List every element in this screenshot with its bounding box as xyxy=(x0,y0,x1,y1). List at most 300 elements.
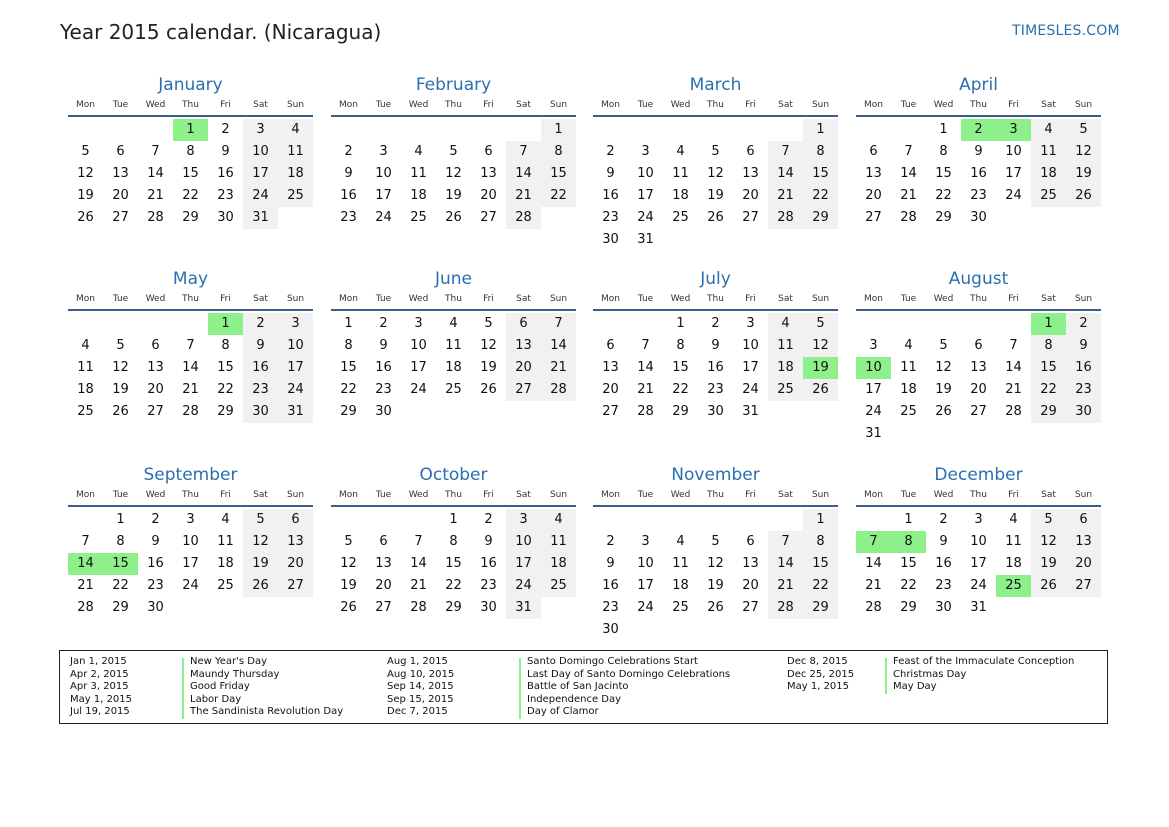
day-cell: 13 xyxy=(742,556,759,571)
day-cell: 15 xyxy=(900,556,917,571)
legend-holiday-name: Day of Clamor xyxy=(527,706,599,717)
day-cell: 3 xyxy=(186,512,195,527)
day-cell: 27 xyxy=(375,600,392,615)
day-cell: 8 xyxy=(939,144,948,159)
month-january xyxy=(68,74,313,229)
day-cell: 11 xyxy=(672,166,689,181)
day-cell: 18 xyxy=(541,553,576,575)
legend-names-column xyxy=(527,656,730,719)
day-cell: 8 xyxy=(541,141,576,163)
weekday-label: Mon xyxy=(76,294,95,304)
day-cell: 5 xyxy=(711,144,720,159)
day-cell: 19 xyxy=(340,578,357,593)
weekday-label: Sun xyxy=(286,294,305,304)
weekday-label: Fri xyxy=(1008,294,1019,304)
legend-date: Dec 8, 2015 xyxy=(787,656,848,667)
day-cell: 15 xyxy=(182,166,199,181)
day-cell: 20 xyxy=(865,188,882,203)
day-cell: 18 xyxy=(410,188,427,203)
weekday-label: Sun xyxy=(286,100,305,110)
day-cell: 24 xyxy=(506,575,541,597)
day-cell: 11 xyxy=(278,141,313,163)
day-cell: 12 xyxy=(1031,531,1066,553)
day-cell: 7 xyxy=(151,144,160,159)
day-cell: 3 xyxy=(869,338,878,353)
day-cell: 30 xyxy=(602,622,619,637)
day-cell: 6 xyxy=(116,144,125,159)
weekday-label: Fri xyxy=(483,294,494,304)
day-cell: 1 xyxy=(116,512,125,527)
weekday-label: Fri xyxy=(220,294,231,304)
day-cell: 8 xyxy=(186,144,195,159)
empty-cell xyxy=(628,119,663,141)
weekday-label: Fri xyxy=(745,100,756,110)
day-cell: 19 xyxy=(935,382,952,397)
weekday-label: Wed xyxy=(670,100,691,110)
day-cell: 26 xyxy=(340,600,357,615)
empty-cell xyxy=(628,509,663,531)
weekday-label: Sat xyxy=(1041,490,1056,500)
day-cell: 27 xyxy=(1066,575,1101,597)
day-cell: 25 xyxy=(768,379,803,401)
day-cell: 10 xyxy=(637,556,654,571)
day-cell: 13 xyxy=(278,531,313,553)
empty-cell xyxy=(891,313,926,335)
day-cell: 26 xyxy=(445,210,462,225)
day-cell: 11 xyxy=(541,531,576,553)
empty-cell xyxy=(856,119,891,141)
weekday-label: Thu xyxy=(970,490,987,500)
holiday-day-cell: 10 xyxy=(856,357,891,379)
month-october xyxy=(331,464,576,619)
days-grid xyxy=(856,509,1101,619)
day-cell: 16 xyxy=(217,166,234,181)
month-name: February xyxy=(415,75,492,95)
day-cell: 29 xyxy=(900,600,917,615)
day-cell: 4 xyxy=(81,338,90,353)
day-cell: 15 xyxy=(217,360,234,375)
day-cell: 31 xyxy=(243,207,278,229)
day-cell: 25 xyxy=(278,185,313,207)
day-cell: 19 xyxy=(1031,553,1066,575)
weekday-label: Tue xyxy=(900,294,917,304)
day-cell: 5 xyxy=(1066,119,1101,141)
weekday-label: Sun xyxy=(549,294,568,304)
legend-holiday-name: Maundy Thursday xyxy=(190,668,280,680)
weekday-label: Tue xyxy=(637,100,654,110)
day-cell: 15 xyxy=(935,166,952,181)
weekday-label: Tue xyxy=(375,100,392,110)
weekday-label: Sun xyxy=(1074,100,1093,110)
day-cell: 18 xyxy=(768,357,803,379)
day-cell: 23 xyxy=(935,578,952,593)
day-cell: 10 xyxy=(243,141,278,163)
weekday-header xyxy=(68,292,313,311)
day-cell: 13 xyxy=(506,335,541,357)
day-cell: 21 xyxy=(768,575,803,597)
day-cell: 21 xyxy=(147,188,164,203)
holiday-day-cell: 8 xyxy=(891,531,926,553)
day-cell: 29 xyxy=(217,404,234,419)
day-cell: 14 xyxy=(768,163,803,185)
day-cell: 13 xyxy=(865,166,882,181)
day-cell: 9 xyxy=(221,144,230,159)
day-cell: 7 xyxy=(506,141,541,163)
day-cell: 20 xyxy=(480,188,497,203)
day-cell: 16 xyxy=(602,188,619,203)
empty-cell xyxy=(593,509,628,531)
holiday-day-cell: 1 xyxy=(1031,313,1066,335)
days-grid xyxy=(856,119,1101,229)
holiday-day-cell: 15 xyxy=(103,553,138,575)
day-cell: 27 xyxy=(480,210,497,225)
day-cell: 27 xyxy=(865,210,882,225)
legend-dates-column xyxy=(787,656,854,694)
day-cell: 12 xyxy=(935,360,952,375)
empty-cell xyxy=(856,313,891,335)
day-cell: 6 xyxy=(379,534,388,549)
day-cell: 28 xyxy=(768,207,803,229)
day-cell: 15 xyxy=(445,556,462,571)
weekday-label: Mon xyxy=(339,490,358,500)
weekday-label: Wed xyxy=(145,490,166,500)
day-cell: 22 xyxy=(672,382,689,397)
day-cell: 17 xyxy=(278,357,313,379)
weekday-label: Sat xyxy=(253,294,268,304)
days-grid xyxy=(331,509,576,619)
days-grid xyxy=(593,119,838,251)
day-cell: 20 xyxy=(147,382,164,397)
day-cell: 24 xyxy=(865,404,882,419)
day-cell: 13 xyxy=(742,166,759,181)
legend-dates-column xyxy=(70,656,132,719)
day-cell: 11 xyxy=(77,360,94,375)
day-cell: 11 xyxy=(672,556,689,571)
day-cell: 16 xyxy=(707,360,724,375)
day-cell: 7 xyxy=(186,338,195,353)
day-cell: 16 xyxy=(340,188,357,203)
weekday-label: Fri xyxy=(1008,490,1019,500)
day-cell: 28 xyxy=(182,404,199,419)
day-cell: 5 xyxy=(81,144,90,159)
weekday-label: Fri xyxy=(220,100,231,110)
day-cell: 12 xyxy=(77,166,94,181)
day-cell: 15 xyxy=(541,163,576,185)
day-cell: 2 xyxy=(711,316,720,331)
weekday-label: Tue xyxy=(375,294,392,304)
day-cell: 16 xyxy=(935,556,952,571)
day-cell: 21 xyxy=(768,185,803,207)
empty-cell xyxy=(68,509,103,531)
day-cell: 28 xyxy=(541,379,576,401)
day-cell: 15 xyxy=(803,553,838,575)
weekday-label: Sat xyxy=(516,100,531,110)
day-cell: 28 xyxy=(768,597,803,619)
day-cell: 6 xyxy=(1066,509,1101,531)
day-cell: 20 xyxy=(506,357,541,379)
day-cell: 22 xyxy=(803,185,838,207)
legend-names-column xyxy=(893,656,1074,694)
weekday-label: Thu xyxy=(445,490,462,500)
day-cell: 2 xyxy=(606,534,615,549)
day-cell: 26 xyxy=(1066,185,1101,207)
day-cell: 19 xyxy=(707,578,724,593)
day-cell: 16 xyxy=(375,360,392,375)
weekday-label: Mon xyxy=(339,294,358,304)
day-cell: 29 xyxy=(803,597,838,619)
day-cell: 29 xyxy=(112,600,129,615)
day-cell: 17 xyxy=(243,163,278,185)
weekday-label: Fri xyxy=(1008,100,1019,110)
day-cell: 19 xyxy=(243,553,278,575)
weekday-label: Mon xyxy=(864,100,883,110)
weekday-header xyxy=(856,98,1101,117)
day-cell: 5 xyxy=(116,338,125,353)
weekday-label: Thu xyxy=(970,100,987,110)
day-cell: 1 xyxy=(449,512,458,527)
day-cell: 17 xyxy=(742,360,759,375)
holiday-day-cell: 2 xyxy=(961,119,996,141)
day-cell: 23 xyxy=(480,578,497,593)
day-cell: 5 xyxy=(711,534,720,549)
weekday-label: Sun xyxy=(549,100,568,110)
weekday-label: Mon xyxy=(601,100,620,110)
day-cell: 29 xyxy=(1031,401,1066,423)
day-cell: 5 xyxy=(1031,509,1066,531)
day-cell: 8 xyxy=(1031,335,1066,357)
weekday-label: Mon xyxy=(76,490,95,500)
day-cell: 10 xyxy=(1005,144,1022,159)
day-cell: 9 xyxy=(379,338,388,353)
day-cell: 24 xyxy=(742,382,759,397)
day-cell: 25 xyxy=(217,578,234,593)
day-cell: 31 xyxy=(278,401,313,423)
day-cell: 21 xyxy=(900,188,917,203)
day-cell: 28 xyxy=(506,207,541,229)
day-cell: 10 xyxy=(278,335,313,357)
day-cell: 24 xyxy=(970,578,987,593)
holiday-day-cell: 19 xyxy=(803,357,838,379)
empty-cell xyxy=(366,509,401,531)
day-cell: 27 xyxy=(602,404,619,419)
day-cell: 11 xyxy=(217,534,234,549)
day-cell: 5 xyxy=(803,313,838,335)
day-cell: 23 xyxy=(602,210,619,225)
weekday-label: Sun xyxy=(811,294,830,304)
day-cell: 12 xyxy=(243,531,278,553)
month-name: August xyxy=(948,269,1009,289)
empty-cell xyxy=(138,313,173,335)
legend-holiday-name: May Day xyxy=(893,681,937,692)
empty-cell xyxy=(366,119,401,141)
weekday-label: Sat xyxy=(778,490,793,500)
day-cell: 21 xyxy=(541,357,576,379)
day-cell: 23 xyxy=(707,382,724,397)
empty-cell xyxy=(996,313,1031,335)
day-cell: 5 xyxy=(344,534,353,549)
day-cell: 30 xyxy=(147,600,164,615)
day-cell: 24 xyxy=(243,185,278,207)
day-cell: 18 xyxy=(1005,556,1022,571)
day-cell: 23 xyxy=(1066,379,1101,401)
weekday-label: Mon xyxy=(76,100,95,110)
day-cell: 28 xyxy=(1005,404,1022,419)
legend-holiday-name: Santo Domingo Celebrations Start xyxy=(527,656,698,667)
legend-date: Aug 1, 2015 xyxy=(387,656,448,667)
day-cell: 14 xyxy=(541,335,576,357)
weekday-label: Sat xyxy=(1041,100,1056,110)
day-cell: 24 xyxy=(637,600,654,615)
empty-cell xyxy=(733,509,768,531)
day-cell: 21 xyxy=(506,185,541,207)
day-cell: 12 xyxy=(803,335,838,357)
day-cell: 7 xyxy=(414,534,423,549)
day-cell: 4 xyxy=(904,338,913,353)
day-cell: 22 xyxy=(1031,379,1066,401)
day-cell: 9 xyxy=(484,534,493,549)
month-name: June xyxy=(434,269,473,289)
day-cell: 6 xyxy=(606,338,615,353)
weekday-label: Tue xyxy=(637,294,654,304)
legend-date: Jul 19, 2015 xyxy=(70,706,130,717)
legend-date: May 1, 2015 xyxy=(70,693,133,705)
day-cell: 30 xyxy=(935,600,952,615)
weekday-header xyxy=(593,98,838,117)
day-cell: 18 xyxy=(77,382,94,397)
day-cell: 17 xyxy=(637,578,654,593)
day-cell: 30 xyxy=(243,401,278,423)
day-cell: 20 xyxy=(742,188,759,203)
day-cell: 4 xyxy=(449,316,458,331)
day-cell: 23 xyxy=(970,188,987,203)
day-cell: 4 xyxy=(541,509,576,531)
day-cell: 16 xyxy=(243,357,278,379)
empty-cell xyxy=(926,313,961,335)
day-cell: 26 xyxy=(77,210,94,225)
day-cell: 1 xyxy=(803,119,838,141)
day-cell: 5 xyxy=(939,338,948,353)
day-cell: 15 xyxy=(672,360,689,375)
days-grid xyxy=(68,313,313,423)
holiday-day-cell: 1 xyxy=(208,313,243,335)
day-cell: 16 xyxy=(480,556,497,571)
day-cell: 4 xyxy=(1031,119,1066,141)
day-cell: 2 xyxy=(151,512,160,527)
day-cell: 19 xyxy=(480,360,497,375)
weekday-label: Mon xyxy=(864,294,883,304)
holiday-day-cell: 14 xyxy=(68,553,103,575)
weekday-label: Thu xyxy=(707,100,724,110)
day-cell: 23 xyxy=(217,188,234,203)
weekday-label: Mon xyxy=(601,294,620,304)
day-cell: 5 xyxy=(484,316,493,331)
day-cell: 27 xyxy=(147,404,164,419)
day-cell: 28 xyxy=(147,210,164,225)
weekday-label: Mon xyxy=(864,490,883,500)
day-cell: 3 xyxy=(641,144,650,159)
day-cell: 18 xyxy=(1031,163,1066,185)
holiday-day-cell: 7 xyxy=(856,531,891,553)
day-cell: 13 xyxy=(1066,531,1101,553)
weekday-label: Sun xyxy=(1074,294,1093,304)
days-grid xyxy=(593,509,838,641)
day-cell: 21 xyxy=(865,578,882,593)
day-cell: 22 xyxy=(182,188,199,203)
day-cell: 24 xyxy=(637,210,654,225)
month-november xyxy=(593,464,838,641)
brand-link[interactable]: TIMESLES.COM xyxy=(1012,23,1120,39)
day-cell: 30 xyxy=(970,210,987,225)
weekday-label: Wed xyxy=(408,100,429,110)
day-cell: 28 xyxy=(900,210,917,225)
day-cell: 12 xyxy=(1066,141,1101,163)
weekday-label: Fri xyxy=(220,490,231,500)
empty-cell xyxy=(768,119,803,141)
weekday-label: Tue xyxy=(112,294,129,304)
day-cell: 6 xyxy=(484,144,493,159)
day-cell: 9 xyxy=(974,144,983,159)
weekday-header xyxy=(68,488,313,507)
weekday-header xyxy=(68,98,313,117)
day-cell: 24 xyxy=(182,578,199,593)
day-cell: 22 xyxy=(217,382,234,397)
day-cell: 9 xyxy=(939,534,948,549)
day-cell: 14 xyxy=(182,360,199,375)
day-cell: 9 xyxy=(243,335,278,357)
weekday-label: Fri xyxy=(745,490,756,500)
day-cell: 11 xyxy=(768,335,803,357)
day-cell: 25 xyxy=(410,210,427,225)
legend-color-bar xyxy=(519,658,521,719)
day-cell: 24 xyxy=(1005,188,1022,203)
days-grid xyxy=(856,313,1101,445)
day-cell: 18 xyxy=(672,578,689,593)
days-grid xyxy=(331,313,576,423)
day-cell: 3 xyxy=(506,509,541,531)
day-cell: 14 xyxy=(768,553,803,575)
day-cell: 30 xyxy=(602,232,619,247)
weekday-label: Tue xyxy=(112,100,129,110)
day-cell: 2 xyxy=(939,512,948,527)
holiday-day-cell: 3 xyxy=(996,119,1031,141)
weekday-label: Wed xyxy=(408,294,429,304)
day-cell: 30 xyxy=(1066,401,1101,423)
day-cell: 26 xyxy=(935,404,952,419)
weekday-label: Wed xyxy=(670,294,691,304)
day-cell: 30 xyxy=(480,600,497,615)
day-cell: 15 xyxy=(340,360,357,375)
weekday-label: Thu xyxy=(707,294,724,304)
month-name: April xyxy=(959,75,998,95)
month-june xyxy=(331,268,576,423)
day-cell: 22 xyxy=(900,578,917,593)
weekday-header xyxy=(856,292,1101,311)
day-cell: 2 xyxy=(344,144,353,159)
day-cell: 2 xyxy=(221,122,230,137)
day-cell: 13 xyxy=(112,166,129,181)
day-cell: 24 xyxy=(375,210,392,225)
day-cell: 22 xyxy=(112,578,129,593)
day-cell: 16 xyxy=(1066,357,1101,379)
day-cell: 9 xyxy=(606,166,615,181)
day-cell: 8 xyxy=(676,338,685,353)
month-name: March xyxy=(689,75,742,95)
day-cell: 21 xyxy=(1005,382,1022,397)
day-cell: 10 xyxy=(375,166,392,181)
empty-cell xyxy=(961,313,996,335)
day-cell: 25 xyxy=(445,382,462,397)
day-cell: 26 xyxy=(707,210,724,225)
